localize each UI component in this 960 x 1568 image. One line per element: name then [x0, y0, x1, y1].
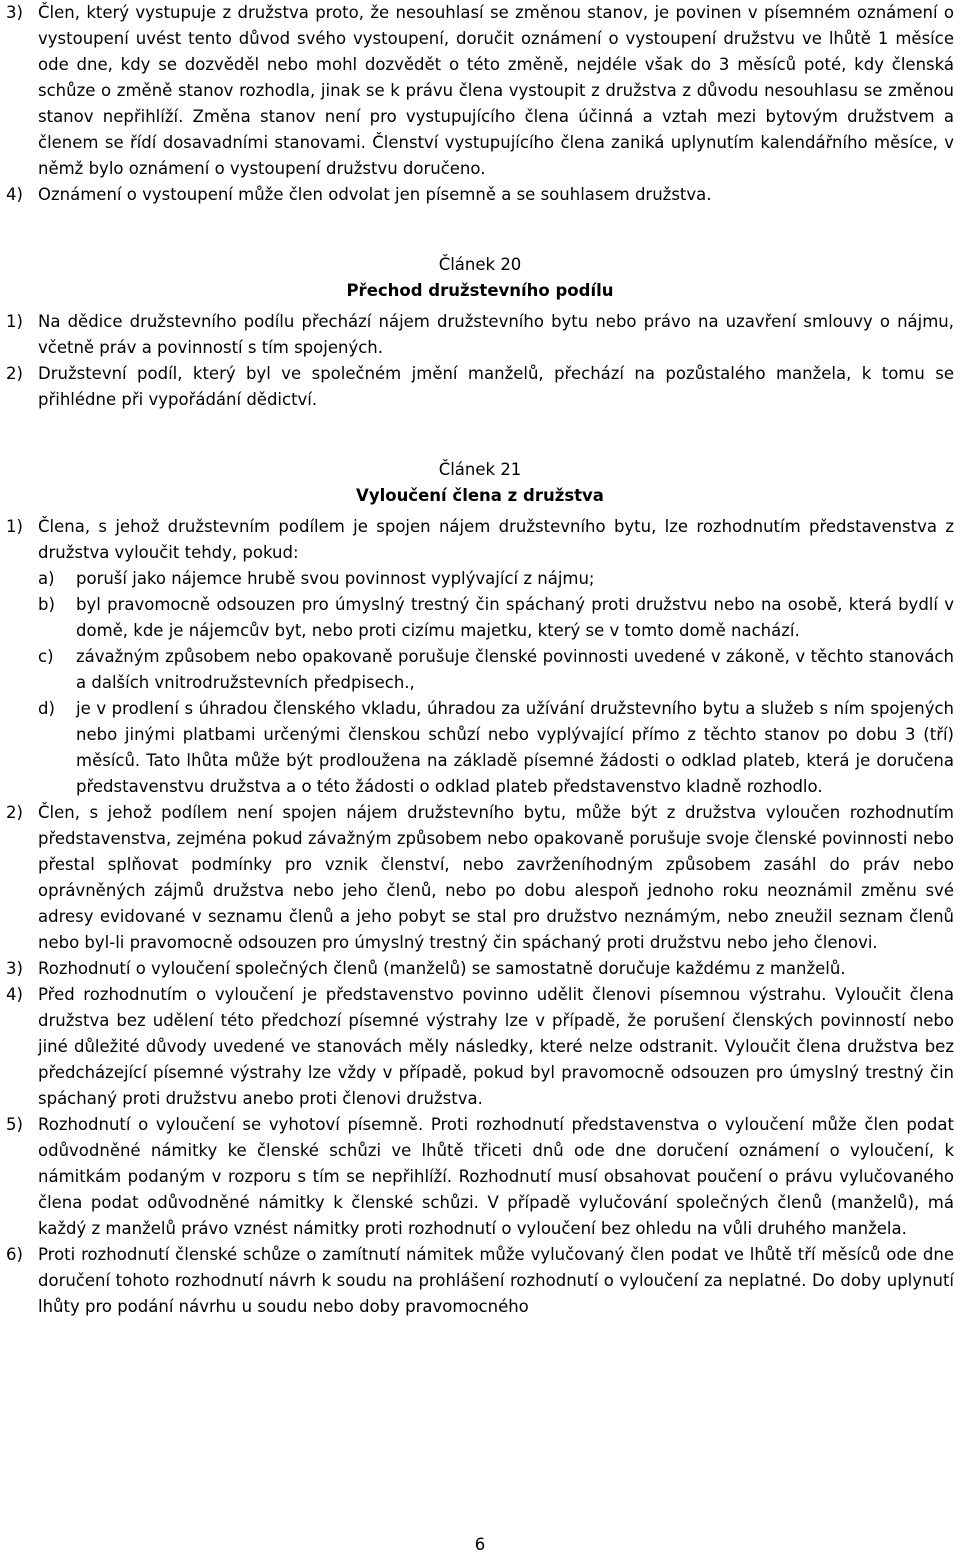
clause-text: Člena, s jehož družstevním podílem je spojen nájem družstevního bytu, lze rozhodnutím představenstva z družstva vyloučit tehdy, pokud:	[38, 517, 954, 562]
paragraph	[0, 309, 960, 361]
paragraph	[0, 1112, 960, 1242]
clause-number: b)	[38, 595, 55, 614]
clause-number: 4)	[6, 185, 23, 204]
paragraph	[0, 1242, 960, 1320]
clause-text: byl pravomocně odsouzen pro úmyslný trestný čin spáchaný proti družstvu nebo na osobě, která bydlí v domě, kde je nájemcův byt, nebo proti cizímu majetku, který se v tomto domě nachází.	[76, 595, 954, 640]
sub-clause	[0, 592, 960, 644]
clause-number: a)	[38, 569, 55, 588]
spacer	[0, 208, 960, 252]
clause-number: d)	[38, 699, 55, 718]
clause-text: Před rozhodnutím o vyloučení je představenstvo povinno udělit členovi písemnou výstrahu. Vyloučit člena družstva bez udělení této předchozí písemné výstrahy lze v případě, že porušení členských povinností nebo jiné důležité důvody uvedené ve stanovách měly následky, které nelze odstranit. Vyloučit člena družstva bez předcházející písemné výstrahy lze vždy v případě, pokud byl pravomocně odsouzen pro úmyslný trestný čin spáchaný proti družstvu anebo proti členovi družstva.	[38, 985, 954, 1108]
paragraph	[0, 800, 960, 956]
clause-text: Člen, který vystupuje z družstva proto, že nesouhlasí se změnou stanov, je povinen v písemném oznámení o vystoupení uvést tento důvod svého vystoupení, doručit oznámení o vystoupení družstvu ve lhůtě 1 měsíce ode dne, kdy se dozvěděl nebo mohl dozvědět o této změně, nejdéle však do 3 měsíců poté, kdy členská schůze o změně stanov rozhodla, jinak se k právu člena vystoupit z družstva z důvodu nesouhlasu se změnou stanov nepřihlíží. Změna stanov není pro vystupujícího člena účinná a vztah mezi bytovým družstvem a členem se řídí dosavadními stanovami. Členství vystupujícího člena zaniká uplynutím kalendářního měsíce, v němž bylo oznámení o vystoupení družstvu doručeno.	[38, 3, 954, 178]
sub-clause	[0, 566, 960, 592]
article-title: Přechod družstevního podílu	[346, 281, 614, 300]
paragraph	[0, 182, 960, 208]
clause-text: Rozhodnutí o vyloučení se vyhotoví písemně. Proti rozhodnutí představenstva o vyloučení může člen podat odůvodněné námitky ke členské schůzi ve lhůtě třiceti dnů ode dne doručení oznámení o vyloučení, k námitkám podaným v rozporu s tím se nepřihlíží. Rozhodnutí musí obsahovat poučení o právu vylučovaného člena podat odůvodněné námitky k členské schůzi. V případě vylučování společných členů (manželů), má každý z manželů právo vznést námitky proti rozhodnutí o vyloučení bez ohledu na vůli druhého manžela.	[38, 1115, 954, 1238]
article-title: Vyloučení člena z družstva	[356, 486, 604, 505]
paragraph	[0, 982, 960, 1112]
clause-text: závažným způsobem nebo opakovaně porušuje členské povinnosti uvedené v zákoně, v těchto stanovách a dalších vnitrodružstevních předpisech.,	[76, 647, 954, 692]
paragraph	[0, 514, 960, 566]
clause-text: Na dědice družstevního podílu přechází nájem družstevního bytu nebo právo na uzavření smlouvy o nájmu, včetně práv a povinností s tím spojených.	[38, 312, 954, 357]
clause-text: Rozhodnutí o vyloučení společných členů (manželů) se samostatně doručuje každému z manželů.	[38, 959, 846, 978]
clause-number: 3)	[6, 3, 23, 22]
paragraph	[0, 0, 960, 182]
clause-text: je v prodlení s úhradou členského vkladu, úhradou za užívání družstevního bytu a služeb s ním spojených nebo jinými platbami určenými členskou schůzí nebo vyplývající přímo z těchto stanov po dobu 3 (tří) měsíců. Tato lhůta může být prodloužena na základě písemné žádosti o odklad plateb, která je doručena představenstvu družstva a o této žádosti o odklad plateb představenstvo kladně rozhodlo.	[76, 699, 954, 796]
clause-number: 2)	[6, 364, 23, 383]
sub-clause	[0, 696, 960, 800]
page-number: 6	[474, 1535, 486, 1554]
paragraph	[0, 361, 960, 413]
clause-number: 2)	[6, 803, 23, 822]
clause-text: Proti rozhodnutí členské schůze o zamítnutí námitek může vylučovaný člen podat ve lhůtě tří měsíců ode dne doručení tohoto rozhodnutí návrh k soudu na prohlášení rozhodnutí o vyloučení za neplatné. Do doby uplynutí lhůty pro podání návrhu u soudu nebo doby pravomocného	[38, 1245, 954, 1316]
clause-number: 4)	[6, 985, 23, 1004]
article-number: Článek 21	[438, 460, 522, 479]
spacer	[0, 413, 960, 457]
article-number: Článek 20	[438, 255, 522, 274]
sub-clause	[0, 644, 960, 696]
clause-text: Družstevní podíl, který byl ve společném jmění manželů, přechází na pozůstalého manžela, k tomu se přihlédne při vypořádání dědictví.	[38, 364, 954, 409]
paragraph	[0, 956, 960, 982]
clause-number: 3)	[6, 959, 23, 978]
clause-number: 1)	[6, 312, 23, 331]
clause-number: c)	[38, 647, 54, 666]
clause-text: Oznámení o vystoupení může člen odvolat jen písemně a se souhlasem družstva.	[38, 185, 712, 204]
clause-number: 5)	[6, 1115, 23, 1134]
clause-number: 6)	[6, 1245, 23, 1264]
clause-number: 1)	[6, 517, 23, 536]
clause-text: poruší jako nájemce hrubě svou povinnost vyplývající z nájmu;	[76, 569, 595, 588]
clause-text: Člen, s jehož podílem není spojen nájem družstevního bytu, může být z družstva vyloučen rozhodnutím představenstva, zejména pokud závažným způsobem nebo opakovaně porušuje svoje členské povinnosti nebo přestal splňovat podmínky pro vznik členství, nebo zavrženíhodným způsobem zasáhl do práv nebo oprávněných zájmů družstva nebo jeho členů, nebo po dobu alespoň jednoho roku neoznámil změnu své adresy evidované v seznamu členů a jeho pobyt se stal pro družstvo neznámým, nebo zneužil seznam členů nebo byl-li pravomocně odsouzen pro úmyslný trestný čin spáchaný proti družstvu nebo jeho členovi.	[38, 803, 954, 952]
